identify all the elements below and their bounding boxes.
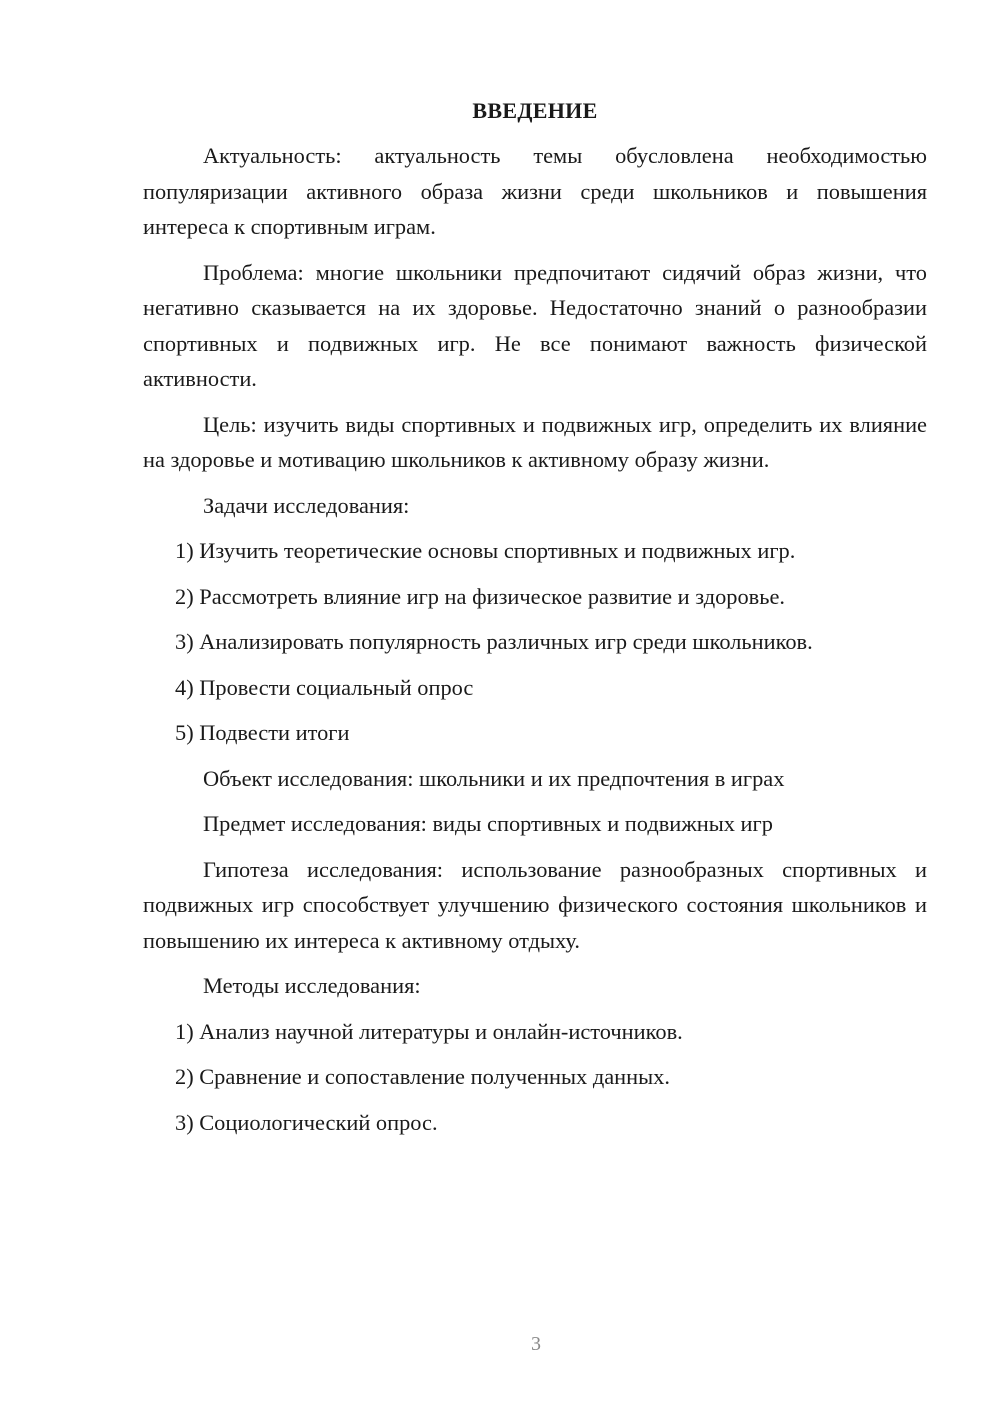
list-item: 2) Рассмотреть влияние игр на физическое развитие и здоровье. bbox=[175, 583, 785, 609]
page-title: ВВЕДЕНИЕ bbox=[472, 98, 598, 123]
methods-list bbox=[143, 1014, 927, 1141]
list-item: 4) Провести социальный опрос bbox=[175, 674, 474, 700]
page-content bbox=[143, 96, 927, 1150]
paragraph-subject: Предмет исследования: виды спортивных и подвижных игр bbox=[203, 811, 773, 836]
list-item: 3) Анализировать популярность различных игр среди школьников. bbox=[175, 629, 813, 654]
list-item: 3) Социологический опрос. bbox=[175, 1109, 438, 1135]
paragraph-hypothesis: Гипотеза исследования: использование разнообразных спортивных и подвижных игр способствует улучшению физического состояния школьников и повышению их интереса к активному отдыху. bbox=[143, 856, 927, 953]
methods-heading: Методы исследования: bbox=[203, 973, 421, 998]
list-item: 1) Анализ научной литературы и онлайн-источников. bbox=[175, 1018, 683, 1044]
paragraph-object: Объект исследования: школьники и их предпочтения в играх bbox=[203, 765, 785, 791]
list-item: 1) Изучить теоретические основы спортивных и подвижных игр. bbox=[175, 538, 796, 563]
paragraph-relevance: Актуальность: актуальность темы обусловлена необходимостью популяризации активного образа жизни среди школьников и повышения интереса к спортивным играм. bbox=[143, 143, 927, 239]
list-item: 2) Сравнение и сопоставление полученных данных. bbox=[175, 1064, 670, 1089]
page-number: 3 bbox=[531, 1333, 541, 1355]
paragraph-goal: Цель: изучить виды спортивных и подвижных игр, определить их влияние на здоровье и мотивацию школьников к активному образу жизни. bbox=[143, 411, 927, 472]
tasks-heading: Задачи исследования: bbox=[203, 492, 410, 518]
paragraph-problem: Проблема: многие школьники предпочитают сидячий образ жизни, что негативно сказывается на их здоровье. Недостаточно знаний о разнообразии спортивных и подвижных игр. Не все понимают важность физической активности. bbox=[143, 259, 927, 391]
list-item: 5) Подвести итоги bbox=[175, 720, 350, 745]
tasks-list bbox=[143, 533, 927, 751]
